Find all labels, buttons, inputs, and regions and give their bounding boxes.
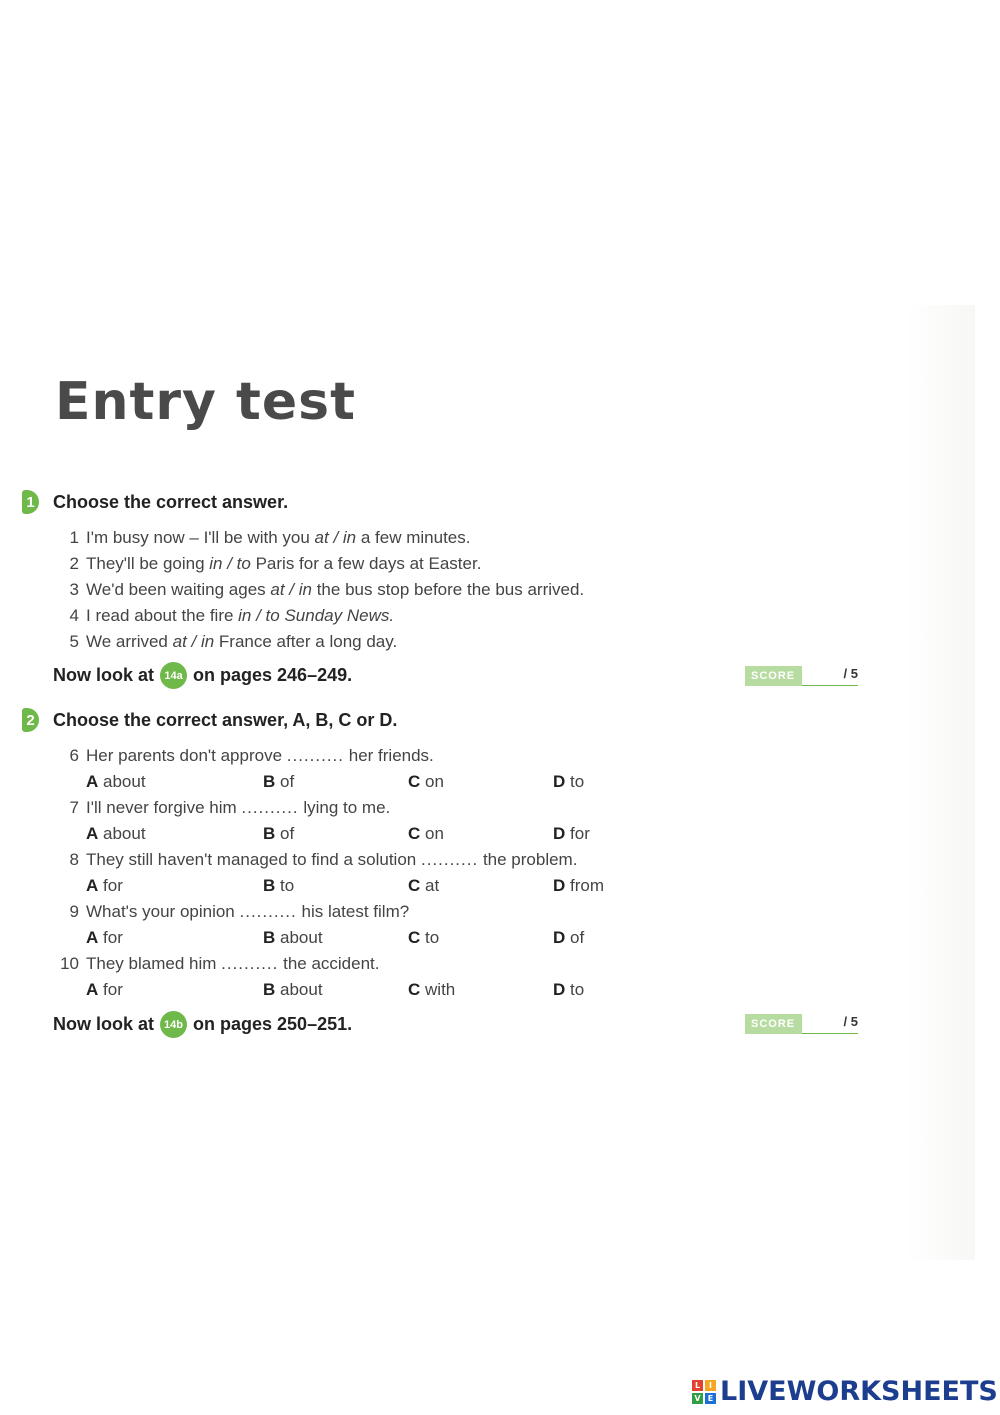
reference-pages: on pages 246–249.: [193, 665, 353, 685]
option-b[interactable]: B about: [263, 928, 323, 947]
option-d[interactable]: D to: [553, 772, 585, 791]
page-edge-shade: [905, 305, 975, 1260]
logo-tile: V: [692, 1393, 703, 1404]
question-text-end: lying to me.: [303, 798, 391, 817]
question-text: What's your opinion: [86, 902, 235, 921]
reference-text: Now look at: [53, 1014, 155, 1034]
option-c[interactable]: C with: [408, 980, 456, 999]
question-7: [55, 798, 390, 818]
answer-choice[interactable]: at / in: [172, 632, 215, 651]
option-d[interactable]: D of: [553, 928, 585, 947]
question-2: [55, 554, 481, 574]
liveworksheets-logo: [692, 1376, 998, 1407]
option-a[interactable]: A about: [86, 772, 146, 791]
answer-blank[interactable]: ..........: [221, 954, 279, 973]
option-d[interactable]: D from: [553, 876, 605, 895]
question-text: We arrived: [86, 632, 173, 651]
question-10: [55, 954, 380, 974]
answer-blank[interactable]: ..........: [420, 850, 479, 869]
option-a[interactable]: A for: [86, 928, 123, 947]
question-number: 2: [69, 554, 79, 573]
question-text-end: a few minutes.: [356, 528, 471, 547]
question-number: 5: [69, 632, 79, 651]
question-text-end: France after a long day.: [214, 632, 398, 651]
question-text: Her parents don't approve: [86, 746, 283, 765]
question-number: 4: [69, 606, 79, 625]
logo-tile: I: [705, 1380, 716, 1391]
question-7-options: [86, 824, 646, 846]
option-d[interactable]: D to: [553, 980, 585, 999]
question-number: 10: [60, 954, 79, 973]
question-1: [55, 528, 470, 548]
question-8-options: [86, 876, 646, 898]
question-text-end: his latest film?: [301, 902, 410, 921]
question-3: [55, 580, 584, 600]
question-text: They'll be going: [86, 554, 210, 573]
question-text: I read about the fire: [86, 606, 239, 625]
reference-pages: on pages 250–251.: [193, 1014, 353, 1034]
option-a[interactable]: A about: [86, 824, 146, 843]
section-2-header: [22, 708, 397, 732]
question-number: 8: [69, 850, 79, 869]
reference-badge: 14a: [160, 662, 187, 689]
option-c[interactable]: C to: [408, 928, 440, 947]
score-label: SCORE: [745, 666, 802, 686]
answer-blank[interactable]: ..........: [286, 746, 344, 765]
answer-choice[interactable]: in / to: [209, 554, 251, 573]
question-6: [55, 746, 434, 766]
option-b[interactable]: B about: [263, 980, 323, 999]
option-c[interactable]: C at: [408, 876, 440, 895]
option-a[interactable]: A for: [86, 876, 123, 895]
option-a[interactable]: A for: [86, 980, 123, 999]
question-8: [55, 850, 577, 870]
question-text: They blamed him: [86, 954, 217, 973]
section-1-number: 1: [22, 490, 39, 514]
reference-badge: 14b: [160, 1011, 187, 1038]
score-total[interactable]: / 5: [802, 666, 858, 686]
section-2-instruction: Choose the correct answer, A, B, C or D.: [53, 709, 398, 730]
question-number: 3: [69, 580, 79, 599]
question-5: [55, 632, 397, 652]
section-1-header: [22, 490, 288, 514]
question-text-end: the accident.: [283, 954, 380, 973]
score-total[interactable]: / 5: [802, 1014, 858, 1034]
question-text: They still haven't managed to find a solution: [86, 850, 417, 869]
liveworksheets-icon: [692, 1380, 716, 1404]
question-9-options: [86, 928, 646, 950]
brand-name: LIVEWORKSHEETS: [720, 1376, 998, 1407]
question-text: I'll never forgive him: [86, 798, 237, 817]
section-2-score: [745, 1014, 858, 1034]
question-text: I'm busy now – I'll be with you: [86, 528, 315, 547]
option-c[interactable]: C on: [408, 824, 444, 843]
question-6-options: [86, 772, 646, 794]
section-1-instruction: Choose the correct answer.: [53, 491, 289, 512]
section-2-number: 2: [22, 708, 39, 732]
question-text: We'd been waiting ages: [86, 580, 271, 599]
logo-tile: L: [692, 1380, 703, 1391]
answer-choice[interactable]: in / to Sunday News.: [238, 606, 395, 625]
logo-tile: E: [705, 1393, 716, 1404]
question-text-end: the bus stop before the bus arrived.: [311, 580, 585, 599]
question-4: [55, 606, 394, 626]
option-c[interactable]: C on: [408, 772, 444, 791]
page-title: Entry test: [55, 372, 356, 432]
answer-blank[interactable]: ..........: [241, 798, 299, 817]
answer-blank[interactable]: ..........: [239, 902, 297, 921]
option-d[interactable]: D for: [553, 824, 590, 843]
answer-choice[interactable]: at / in: [314, 528, 357, 547]
question-number: 6: [69, 746, 79, 765]
section-1-reference: [53, 662, 352, 689]
score-label: SCORE: [745, 1014, 802, 1034]
question-text-end: Paris for a few days at Easter.: [250, 554, 482, 573]
question-9: [55, 902, 409, 922]
option-b[interactable]: B to: [263, 876, 295, 895]
question-number: 9: [69, 902, 79, 921]
reference-text: Now look at: [53, 665, 155, 685]
option-b[interactable]: B of: [263, 824, 295, 843]
section-1-score: [745, 666, 858, 686]
question-text-end: the problem.: [482, 850, 578, 869]
question-10-options: [86, 980, 646, 1002]
question-number: 1: [69, 528, 79, 547]
question-number: 7: [69, 798, 79, 817]
section-2-reference: [53, 1011, 352, 1038]
option-b[interactable]: B of: [263, 772, 295, 791]
question-text-end: her friends.: [348, 746, 434, 765]
answer-choice[interactable]: at / in: [270, 580, 312, 599]
